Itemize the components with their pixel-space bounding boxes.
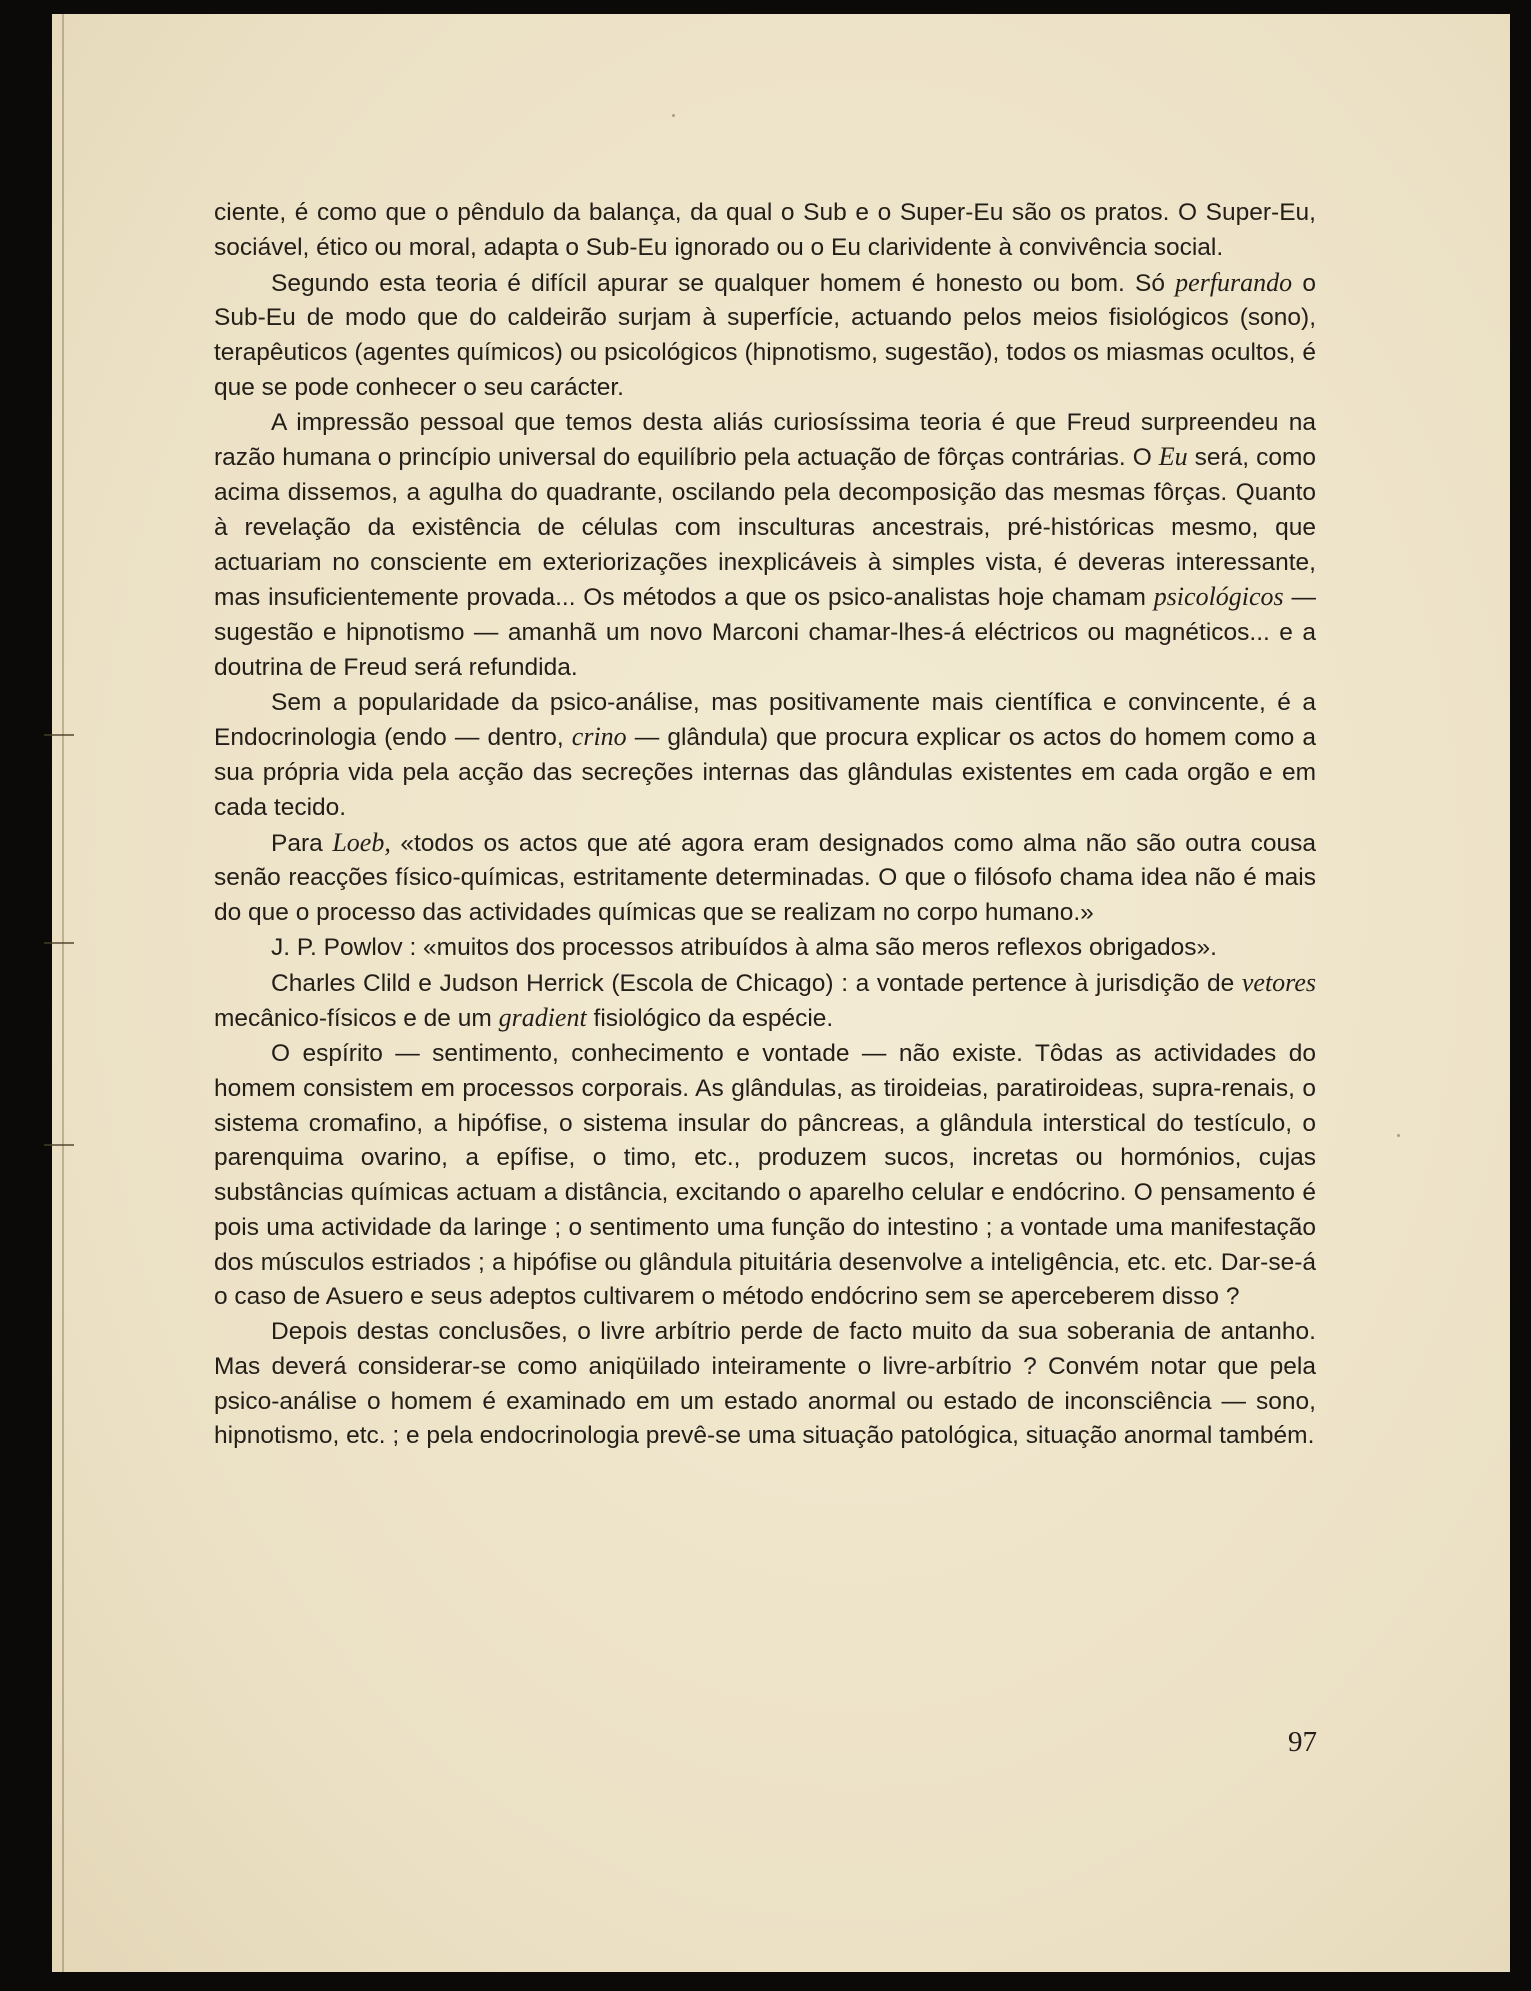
text-run: mecânico-físicos e de um <box>214 1005 499 1033</box>
text-run: fisiológico da espécie. <box>586 1005 834 1033</box>
text-run: Para <box>271 829 333 857</box>
page-number: 97 <box>1288 1726 1317 1758</box>
paragraph <box>214 1315 1316 1454</box>
paragraph <box>214 406 1316 686</box>
italic-term: crino <box>571 722 627 752</box>
text-run: Segundo esta teoria é difícil apurar se qualquer homem é honesto ou bom. Só <box>271 269 1176 297</box>
binding-gutter-line <box>62 14 64 1972</box>
text-run: Sem a popularidade da psico-análise, mas positivamente mais científica e convincente, é a Endocrinologia (endo — dentro, <box>214 688 1316 752</box>
text-run: o Sub-Eu de modo que do caldeirão surjam à superfície, actuando pelos meios fisiológicos (sono), terapêuticos (agentes químicos) ou psicológicos (hipnotismo, sugestão), todos os miasmas ocultos, é que se pode conhecer o seu carácter. <box>214 269 1316 401</box>
body-text <box>214 196 1316 1454</box>
margin-mark <box>44 1144 74 1146</box>
text-run: «todos os actos que até agora eram designados como alma não são outra cousa senão reacções físico-químicas, estritamente determinadas. O que o filósofo chama idea não é mais do que o processo das actividades químicas que se realizam no corpo humano.» <box>214 829 1316 926</box>
italic-term: gradient <box>498 1003 587 1033</box>
book-page <box>52 14 1510 1972</box>
paragraph <box>214 931 1316 966</box>
paragraph <box>214 196 1316 266</box>
text-run: — sugestão e hipnotismo — amanhã um novo Marconi chamar-lhes-á eléctricos ou magnéticos... e a doutrina de Freud será refundida. <box>214 584 1316 681</box>
text-run: A impressão pessoal que temos desta aliás curiosíssima teoria é que Freud surpreendeu na razão humana o princípio universal do equilíbrio pela actuação de fôrças contrárias. O <box>214 408 1316 472</box>
paper-fleck <box>672 114 675 117</box>
text-run: — glândula) que procura explicar os actos do homem como a sua própria vida pela acção das secreções internas das glândulas existentes em cada orgão e em cada tecido. <box>214 724 1317 821</box>
margin-mark <box>44 734 74 736</box>
italic-term: Eu <box>1158 442 1188 472</box>
italic-term: vetores <box>1241 967 1316 997</box>
text-run: J. P. Powlov : «muitos dos processos atribuídos à alma são meros reflexos obrigados». <box>271 933 1217 961</box>
text-run: O espírito — sentimento, conhecimento e vontade — não existe. Tôdas as actividades do homem consistem em processos corporais. As glândulas, as tiroideias, paratiroideas, supra-renais, o sistema cromafino, a hipófise, o sistema insular do pâncreas, a glândula interstical do testículo, o parenquima ovarino, a epífise, o timo, etc., produzem sucos, incretas ou hormónios, cujas substâncias químicas actuam a distância, excitando o aparelho celular e endócrino. O pensamento é pois uma actividade da laringe ; o sentimento uma função do intestino ; a vontade uma manifestação dos músculos estriados ; a hipófise ou glândula pituitária desenvolve a inteligência, etc. etc. Dar-se-á o caso de Asuero e seus adeptos cultivarem o método endócrino sem se aperceberem disso ? <box>214 1040 1316 1311</box>
paragraph <box>214 826 1316 931</box>
italic-term: psicológicos <box>1153 582 1284 612</box>
margin-mark <box>44 942 74 944</box>
paragraph <box>214 966 1316 1038</box>
paper-fleck <box>1397 1134 1400 1137</box>
text-run: ciente, é como que o pêndulo da balança, da qual o Sub e o Super-Eu são os pratos. O Super-Eu, sociável, ético ou moral, adapta o Sub-Eu ignorado ou o Eu clarividente à convivência social. <box>214 199 1316 261</box>
paragraph <box>214 1037 1316 1315</box>
paragraph <box>214 686 1316 826</box>
paragraph <box>214 266 1316 406</box>
text-run: será, como acima dissemos, a agulha do quadrante, oscilando pela decomposição das mesmas fôrças. Quanto à revelação da existência de células com insculturas ancestrais, pré-históricas mesmo, que actuariam no consciente em exteriorizações inexplicáveis à simples vista, é deveras interessante, mas insuficientemente provada... Os métodos a que os psico-analistas hoje chamam <box>214 444 1316 612</box>
italic-term: perfurando <box>1175 267 1293 297</box>
italic-term: Loeb, <box>332 827 391 857</box>
text-run: Charles Clild e Judson Herrick (Escola de Chicago) : a vontade pertence à jurisdição de <box>271 969 1242 997</box>
text-run: Depois destas conclusões, o livre arbítrio perde de facto muito da sua soberania de antanho. Mas deverá considerar-se como aniqüilado inteiramente o livre-arbítrio ? Convém notar que pela psico-análise o homem é examinado em um estado anormal ou estado de inconsciência — sono, hipnotismo, etc. ; e pela endocrinologia prevê-se uma situação patológica, situação anormal também. <box>214 1318 1316 1450</box>
